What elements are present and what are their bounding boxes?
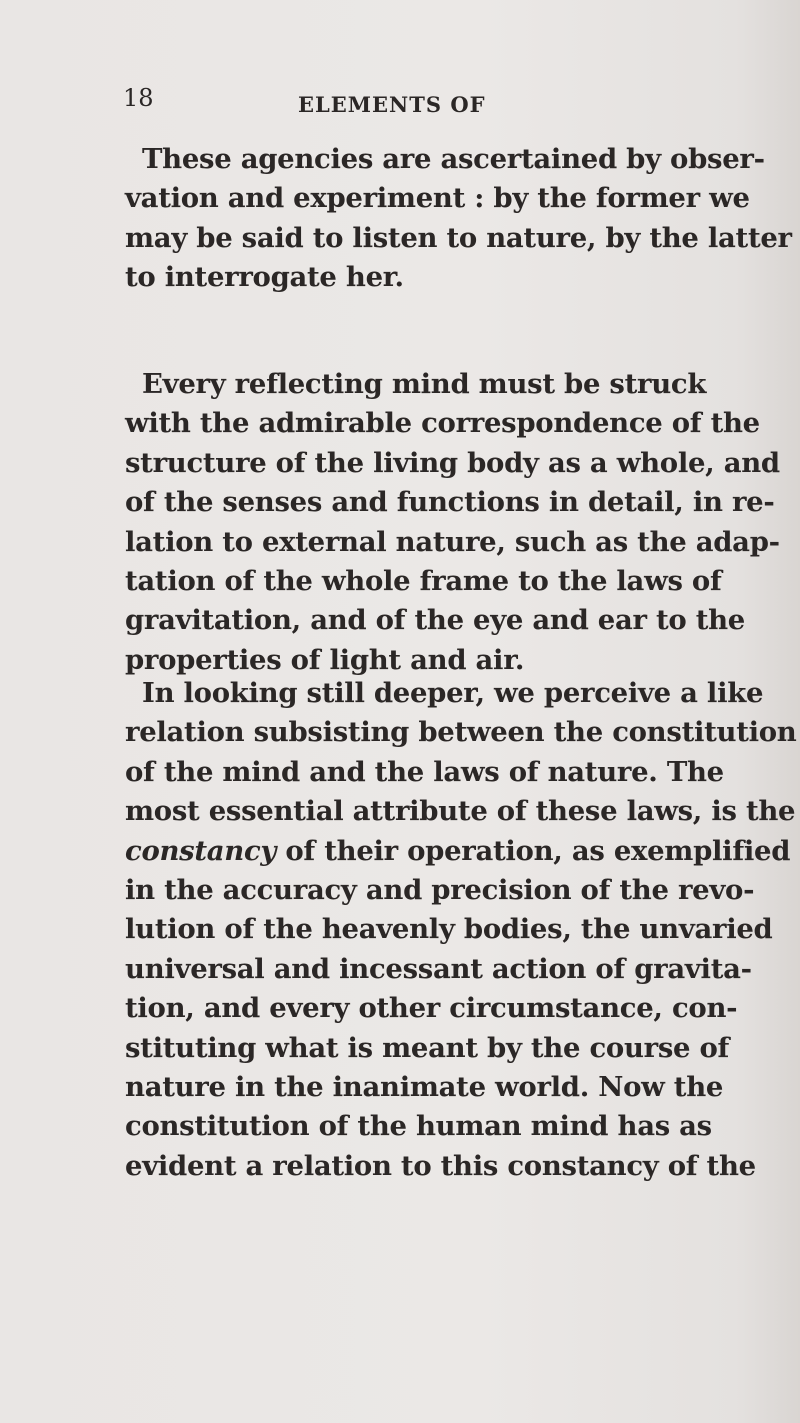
text-line: tation of the whole frame to the laws of	[125, 565, 722, 598]
text-line: These agencies are ascertained by obser-	[142, 143, 765, 175]
text-line: lation to external nature, such as the adap-	[125, 525, 780, 558]
paragraph-3	[125, 674, 797, 1186]
running-head: ELEMENTS OF	[298, 92, 486, 117]
text-line: gravitation, and of the eye and ear to the	[125, 604, 745, 637]
text-line: of the mind and the laws of nature. The	[125, 755, 724, 788]
text-run: of their operation, as exemplified	[276, 834, 791, 867]
paragraph-2	[125, 365, 780, 680]
text-line: structure of the living body as a whole, and	[125, 446, 780, 479]
text-line: may be said to listen to nature, by the latter	[125, 221, 792, 254]
text-line: Every reflecting mind must be struck	[142, 368, 707, 400]
text-line: with the admirable correspondence of the	[125, 407, 760, 440]
text-line: vation and experiment : by the former we	[125, 182, 750, 215]
text-line: In looking still deeper, we perceive a like	[142, 677, 764, 709]
text-line: most essential attribute of these laws, is the	[125, 795, 796, 828]
text-line: nature in the inanimate world. Now the	[125, 1071, 724, 1104]
text-line: properties of light and air.	[125, 643, 525, 676]
text-line: of the senses and functions in detail, in re-	[125, 486, 775, 519]
text-line: constitution of the human mind has as	[125, 1110, 712, 1143]
text-line: evident a relation to this constancy of the	[125, 1149, 756, 1182]
text-line: universal and incessant action of gravita-	[125, 952, 752, 985]
text-line: tion, and every other circumstance, con-	[125, 992, 738, 1025]
text-line	[125, 832, 791, 871]
text-line: relation subsisting between the constitution	[125, 716, 797, 749]
paragraph-1	[125, 140, 792, 298]
page-number: 18	[123, 84, 154, 112]
text-line: to interrogate her.	[125, 261, 404, 294]
text-line: in the accuracy and precision of the revo-	[125, 874, 755, 907]
text-line: stituting what is meant by the course of	[125, 1031, 730, 1064]
emphasized-word: constancy	[125, 834, 277, 867]
text-line: lution of the heavenly bodies, the unvaried	[125, 913, 773, 946]
